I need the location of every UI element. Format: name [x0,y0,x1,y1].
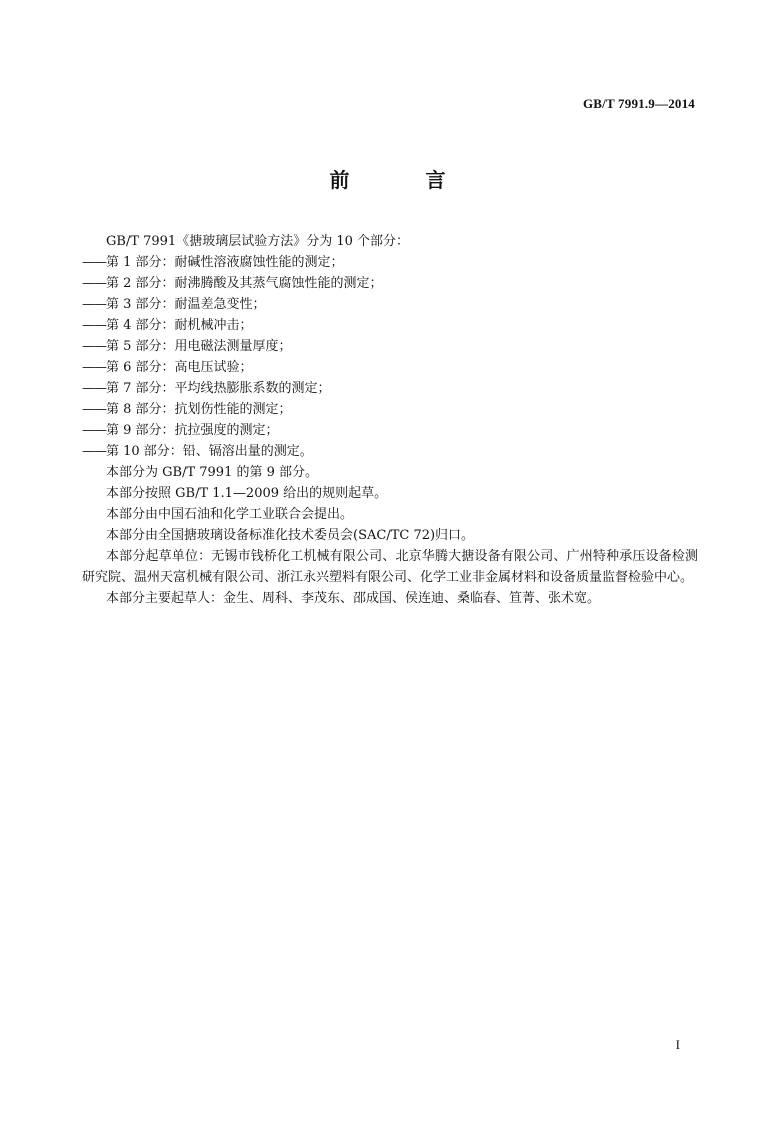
list-item-text: 第 1 部分：耐碱性溶液腐蚀性能的测定； [106,255,344,270]
drafting-rules-paragraph: 本部分按照 GB/T 1.1—2009 给出的规则起草。 [106,486,388,501]
em-dash: —— [82,423,106,438]
list-item-text: 第 6 部分：高电压试验； [106,360,253,375]
list-item-text: 第 5 部分：用电磁法测量厚度； [106,339,292,354]
list-item [82,357,698,378]
page-number: I [675,1037,680,1052]
list-item-text: 第 2 部分：耐沸腾酸及其蒸气腐蚀性能的测定； [106,276,383,291]
standard-number: GB/T 7991.9—2014 [582,96,695,111]
parts-list [82,252,698,462]
list-item [82,441,698,462]
list-item-text: 第 10 部分：铅、镉溶出量的测定。 [106,444,313,459]
list-item [82,294,698,315]
list-item-text: 第 4 部分：耐机械冲击； [106,318,253,333]
em-dash: —— [82,402,106,417]
list-item [82,420,698,441]
list-item [82,378,698,399]
em-dash: —— [82,360,106,375]
foreword-body [82,231,698,609]
list-item [82,399,698,420]
em-dash: —— [82,318,106,333]
list-item-text: 第 3 部分：耐温差急变性； [106,297,266,312]
list-item-text: 第 8 部分：抗划伤性能的测定； [106,402,292,417]
em-dash: —— [82,381,106,396]
intro-paragraph: GB/T 7991《搪玻璃层试验方法》分为 10 个部分： [106,234,410,249]
em-dash: —— [82,276,106,291]
em-dash: —— [82,255,106,270]
list-item [82,315,698,336]
list-item [82,336,698,357]
drafting-units-paragraph: 本部分起草单位：无锡市钱桥化工机械有限公司、北京华腾大搪设备有限公司、广州特种承压设备检测研究院、温州天富机械有限公司、浙江永兴塑料有限公司、化学工业非金属材料和设备质量监督检验中心。 [82,549,698,585]
list-item-text: 第 7 部分：平均线热膨胀系数的测定； [106,381,331,396]
page-title: 前 言 [329,168,474,192]
em-dash: —— [82,444,106,459]
list-item [82,252,698,273]
list-item [82,273,698,294]
centralized-by-paragraph: 本部分由全国搪玻璃设备标准化技术委员会(SAC/TC 72)归口。 [106,528,475,543]
drafters-paragraph: 本部分主要起草人：金生、周科、李茂东、邵成国、侯连迪、桑临春、笪菁、张术宽。 [106,591,601,606]
list-item-text: 第 9 部分：抗拉强度的测定； [106,423,279,438]
em-dash: —— [82,297,106,312]
proposed-by-paragraph: 本部分由中国石油和化学工业联合会提出。 [106,507,354,522]
em-dash: —— [82,339,106,354]
part-of-paragraph: 本部分为 GB/T 7991 的第 9 部分。 [106,465,319,480]
